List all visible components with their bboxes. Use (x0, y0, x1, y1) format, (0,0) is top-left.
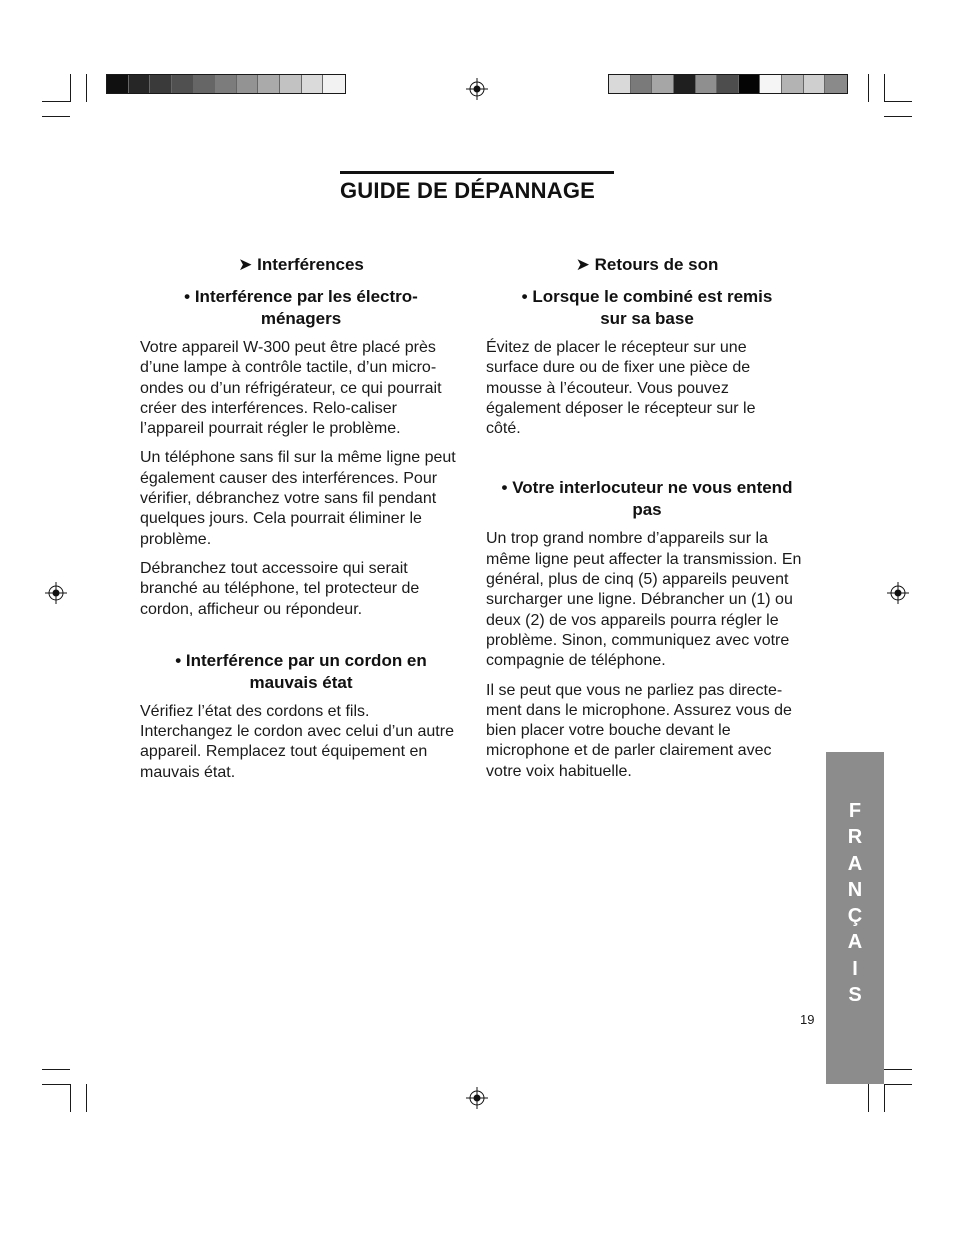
crop-mark (42, 1069, 70, 1070)
section-heading: ➤ Retours de son (575, 255, 719, 274)
color-swatch (129, 75, 151, 93)
crop-mark (70, 74, 71, 102)
page-title: GUIDE DE DÉPANNAGE (340, 178, 595, 203)
color-swatch (825, 75, 847, 93)
crop-mark (884, 1084, 885, 1112)
color-swatch (609, 75, 631, 93)
side-tab-letter: F (848, 800, 862, 822)
color-swatch (804, 75, 826, 93)
crop-mark (884, 116, 912, 117)
paragraph: Vérifiez l’état des cordons et fils. Interchangez le cordon avec celui d’un autre appareil. Remplacez tout équipement en mauvais état. (140, 702, 454, 781)
crop-mark (884, 1069, 912, 1070)
page-number: 19 (800, 1012, 815, 1027)
crop-mark (884, 1084, 912, 1085)
color-swatch (302, 75, 324, 93)
color-calibration-strip-right (608, 74, 848, 94)
subsection-heading: • Votre interlocuteur ne vous entend pas (501, 478, 793, 520)
crop-mark (70, 1084, 71, 1112)
color-swatch (150, 75, 172, 93)
side-tab-letter: A (847, 931, 863, 954)
color-swatch (696, 75, 718, 93)
side-tab-letter: S (848, 984, 862, 1007)
crop-mark (86, 74, 87, 102)
crop-mark (42, 1084, 70, 1085)
subsection-heading: • Lorsque le combiné est remis sur sa base (521, 287, 773, 328)
color-calibration-strip-left (106, 74, 346, 94)
subsection-heading: • Interférence par un cordon en mauvais état (175, 650, 427, 692)
side-tab-letter: R (847, 826, 863, 849)
side-tab-letter: N (847, 878, 863, 901)
registration-mark-icon (45, 582, 67, 604)
registration-mark-icon (466, 1087, 488, 1109)
section-heading: ➤ Interférences (238, 255, 364, 274)
paragraph: Un téléphone sans fil sur la même ligne peut également causer des interférences. Pour vérifier, débranchez votre sans fil pendant quelques jours. Cela pourrait éliminer le problème. (140, 449, 456, 548)
paragraph: Évitez de placer le récepteur sur une surface dure ou de fixer une pièce de mousse à l’écouteur. Vous pouvez également déposer le récepteur sur le côté. (486, 339, 756, 438)
color-swatch (739, 75, 761, 93)
side-tab-letter: I (852, 957, 858, 980)
subsection-heading: • Interférence par les électro-ménagers (184, 287, 418, 328)
side-tab-letters (826, 798, 884, 1008)
color-swatch (782, 75, 804, 93)
paragraph: Votre appareil W-300 peut être placé près d’une lampe à contrôle tactile, d’un micro-ondes ou d’un réfrigérateur, ce qui pourrait créer des interférences. Relo-caliser l’appareil pourrait régler le problème. (140, 339, 442, 438)
color-swatch (631, 75, 653, 93)
color-swatch (237, 75, 259, 93)
crop-mark (884, 101, 912, 102)
left-column (140, 254, 462, 783)
paragraph: Il se peut que vous ne parliez pas directe-ment dans le microphone. Assurez vous de bien placer votre bouche devant le microphone et de parler clairement avec votre voix habituelle. (486, 681, 792, 780)
color-swatch (194, 75, 216, 93)
color-swatch (760, 75, 782, 93)
color-swatch (215, 75, 237, 93)
registration-mark-icon (466, 78, 488, 100)
crop-mark (42, 101, 70, 102)
color-swatch (323, 75, 345, 93)
language-side-tab (826, 752, 884, 1084)
paragraph: Un trop grand nombre d’appareils sur la même ligne peut affecter la transmission. En général, plus de cinq (5) appareils peuvent surcharger une ligne. Débrancher un (1) ou deux (2) de vos appareils pourra régler le problème. Sinon, communiquez avec votre compagnie de téléphone. (486, 530, 802, 670)
crop-mark (42, 116, 70, 117)
crop-mark (86, 1084, 87, 1112)
color-swatch (652, 75, 674, 93)
side-tab-letter: Ç (847, 905, 863, 928)
color-swatch (674, 75, 696, 93)
crop-mark (868, 1084, 869, 1112)
right-column (486, 254, 808, 782)
color-swatch (280, 75, 302, 93)
crop-mark (868, 74, 869, 102)
paragraph: Débranchez tout accessoire qui serait branché au téléphone, tel protecteur de cordon, afficheur ou répondeur. (140, 559, 420, 618)
registration-mark-icon (887, 582, 909, 604)
color-swatch (107, 75, 129, 93)
title-rule (340, 171, 614, 174)
color-swatch (258, 75, 280, 93)
crop-mark (884, 74, 885, 102)
side-tab-letter: A (847, 852, 863, 875)
color-swatch (172, 75, 194, 93)
color-swatch (717, 75, 739, 93)
